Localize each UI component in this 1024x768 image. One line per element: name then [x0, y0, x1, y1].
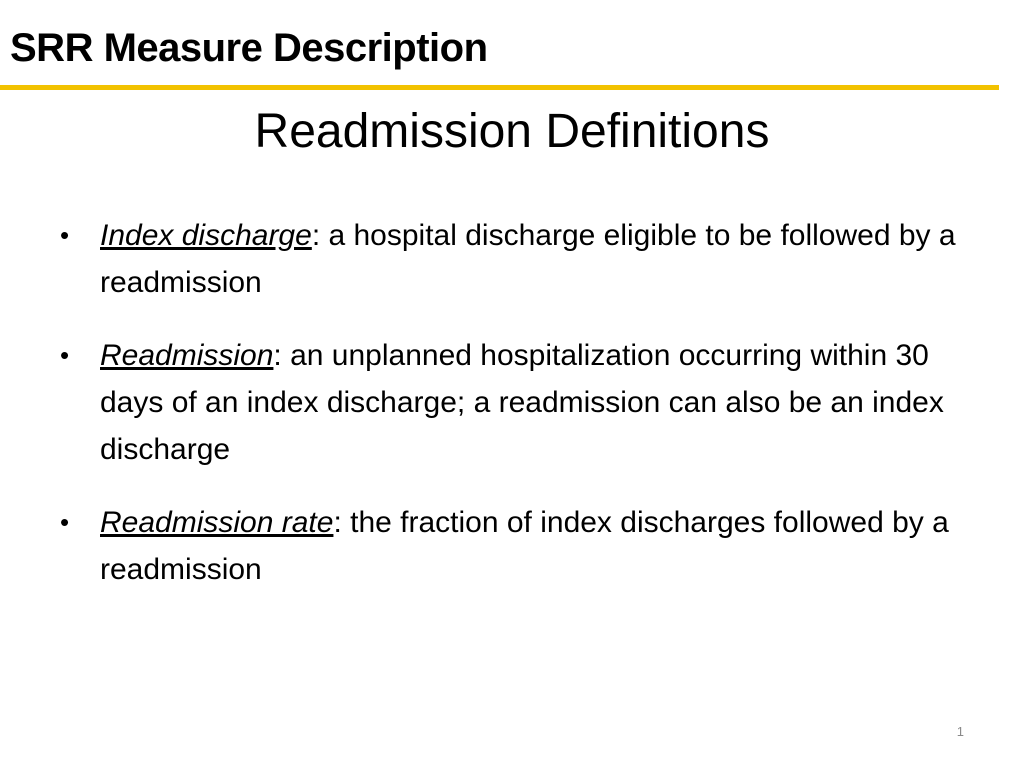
bullet-item-readmission-rate — [60, 499, 960, 593]
bullet-item-readmission — [60, 332, 960, 473]
bullet-icon: • — [60, 507, 70, 537]
definition-readmission-rate: : the fraction of index discharges followed by a readmission — [100, 506, 949, 586]
page-number: 1 — [956, 724, 964, 739]
bullet-item-index-discharge — [60, 212, 960, 306]
bullet-icon: • — [60, 340, 70, 370]
bullet-icon: • — [60, 220, 70, 250]
slide-title: Readmission Definitions — [254, 105, 770, 158]
definition-readmission: : an unplanned hospitalization occurring within 30 days of an index discharge; a readmission can also be an index discharge — [100, 339, 944, 466]
bullet-list — [60, 212, 960, 619]
header-title: SRR Measure Description — [10, 26, 488, 70]
definition-index-discharge: : a hospital discharge eligible to be followed by a readmission — [100, 219, 956, 299]
term-readmission: Readmission — [100, 339, 274, 372]
header-rule — [0, 85, 999, 90]
term-index-discharge: Index discharge — [100, 219, 312, 252]
term-readmission-rate: Readmission rate — [100, 506, 334, 539]
